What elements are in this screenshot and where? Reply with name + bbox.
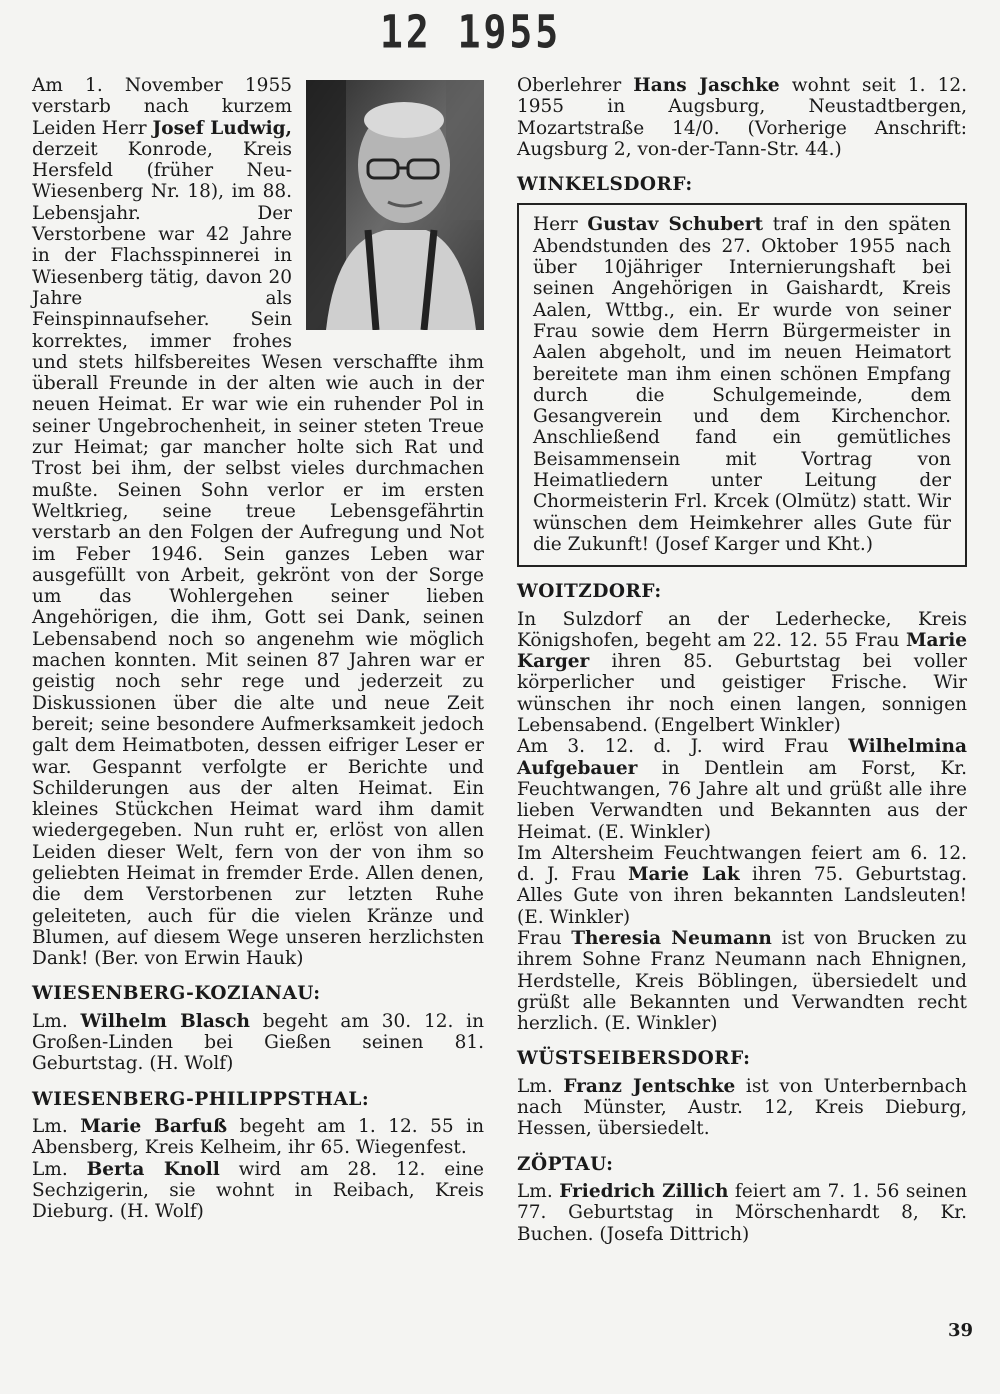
person-name: Theresia Neumann [571,927,772,949]
section-heading-woitzdorf: WOITZDORF: [517,581,662,603]
winkelsdorf-text: Herr Gustav Schubert traf in den späten Abendstunden des 27. Oktober 1955 nach über 10jähriger Internierungshaft bei seinen Angehörigen in Gaishardt, Kreis Aalen, Wttbg., ein. Er wurde von seiner Frau sowie dem Herrn Bürgermeister in Aalen abgeholt, und im neuen Heimatort bereitete man ihm einen schönen Empfang durch die Schulgemeinde, dem Gesangverein und dem Kirchenchor. Anschließend fand ein gemütliches Beisammensein mit Vortrag von Heimatliedern unter Leitung der Chormeisterin Frl. Krcek (Olmütz) statt. Wir wünschen dem Heimkehrer alles Gute für die Zukunft! (Josef Karger und Kht.) [533,214,951,555]
person-name: Gustav Schubert [587,214,764,236]
left-column [32,75,484,1222]
philippsthal-text-1: Lm. Marie Barfuß begeht am 1. 12. 55 in Abensberg, Kreis Kelheim, ihr 65. Wiegenfest. [32,1115,484,1159]
section-heading-winkelsdorf: WINKELSDORF: [517,174,693,196]
issue-stamp: 12 1955 [380,5,562,59]
obituary-text: Am 1. November 1955 verstarb nach kurzem Leiden Herr Josef Ludwig, derzeit Konrode, Kreis Hersfeld (früher Neu-Wiesenberg Nr. 18), im 88. Lebensjahr. Der Verstorbene war 42 Jahre in der Flachsspinnerei in Wiesenberg tätig, davon 20 Jahre als Feinspinnaufseher. Sein korrektes, immer frohes und stets hilfsbereites Wesen verschaffte ihm überall Freunde in der alten wie auch in der neuen Heimat. Er war wie ein ruhender Pol in seiner Ungebrochenheit, in seiner steten Treue zur Heimat; gar mancher holte sich Rat und Trost bei ihm, der selbst vieles durchmachen mußte. Seinen Sohn verlor er im ersten Weltkrieg, seine treue Lebensgefährtin verstarb an den Folgen der Aufregung und Not im Feber 1946. Sein ganzes Leben war ausgefüllt von Arbeit, gekrönt von der Sorge um das Wohlergehen seiner lieben Angehörigen, die ihm, Gott sei Dank, seinen Lebensabend noch so angenehm wie möglich machen konnten. Mit seinen 87 Jahren war er geistig noch sehr rege und jederzeit zu Diskussionen über die alte und neue Zeit bereit; seine besondere Aufmerksamkeit jedoch galt dem Heimatboten, dessen eifriger Leser er war. Gespannt verfolgte er Berichte und Schilderungen aus der alten Heimat. Ein kleines Stückchen Heimat ward ihm damit wiedergegeben. Nun ruht er, erlöst von allen Leiden dieser Welt, fern von der von ihm so geliebten Heimat in fremder Erde. Allen denen, die dem Verstorbenen zur letzten Ruhe geleiteten, auch für die vielen Kränze und Blumen, auf diesem Wege unseren herzlichsten Dank! (Ber. von Erwin Hauk) [32,75,484,970]
page-number: 39 [948,1320,974,1341]
woitzdorf-text-4: Frau Theresia Neumann ist von Brucken zu ihrem Sohne Franz Neumann nach Ehnignen, Herdstelle, Kreis Böblingen, übersiedelt und grüßt alle Bekannten und Verwandten recht herzlich. (E. Winkler) [517,927,967,1035]
person-name: Marie Lak [628,864,740,886]
person-name: Hans Jaschke [633,75,780,96]
person-name: Wilhelm Blasch [80,1010,250,1032]
person-name: Josef Ludwig, [152,117,292,139]
right-column [517,75,967,1245]
person-name: Marie Barfuß [80,1115,228,1137]
winkelsdorf-box [517,203,967,567]
person-name: Friedrich Zillich [559,1180,729,1202]
person-name: Berta Knoll [86,1158,220,1180]
section-heading-wuestseibersdorf: WÜSTSEIBERSDORF: [517,1048,751,1070]
woitzdorf-text-1: In Sulzdorf an der Lederhecke, Kreis Königshofen, begeht am 22. 12. 55 Frau Marie Karger ihren 85. Geburtstag bei voller körperlicher und geistiger Frische. Wir wünschen ihr noch einen langen, sonnigen Lebensabend. (Engelbert Winkler) [517,608,967,737]
zoeptau-text: Lm. Friedrich Zillich feiert am 7. 1. 56 seinen 77. Geburtstag in Mörschenhardt 8, Kr. Buchen. (Josefa Dittrich) [517,1180,967,1245]
wuestseibersdorf-text: Lm. Franz Jentschke ist von Unterbernbach nach Münster, Austr. 12, Kreis Dieburg, Hessen, übersiedelt. [517,1075,967,1140]
person-name: Marie Karger [517,629,967,673]
section-heading-philippsthal: WIESENBERG-PHILIPPSTHAL: [32,1088,370,1110]
kozianau-text: Lm. Wilhelm Blasch begeht am 30. 12. in Großen-Linden bei Gießen seinen 81. Geburtstag. (H. Wolf) [32,1010,484,1075]
portrait-photo [306,80,484,330]
portrait-image [306,80,484,330]
woitzdorf-text-2: Am 3. 12. d. J. wird Frau Wilhelmina Aufgebauer in Dentlein am Forst, Kr. Feuchtwangen, 76 Jahre alt und grüßt alle ihre lieben Verwandten und Bekannten aus der Heimat. (E. Winkler) [517,736,967,843]
jaschke-text: Oberlehrer Hans Jaschke wohnt seit 1. 12. 1955 in Augsburg, Neustadtbergen, Mozartstraße 14/0. (Vorherige Anschrift: Augsburg 2, von-der-Tann-Str. 44.) [517,75,967,160]
philippsthal-text-2: Lm. Berta Knoll wird am 28. 12. eine Sechzigerin, sie wohnt in Reibach, Kreis Dieburg. (H. Wolf) [32,1158,484,1223]
person-name: Franz Jentschke [563,1075,736,1097]
section-heading-kozianau: WIESENBERG-KOZIANAU: [32,983,321,1005]
person-name: Wilhelmina Aufgebauer [517,736,967,779]
section-heading-zoeptau: ZÖPTAU: [517,1153,614,1175]
woitzdorf-text-3: Im Altersheim Feuchtwangen feiert am 6. 12. d. J. Frau Marie Lak ihren 75. Geburtstag. Alles Gute von ihren bekannten Landsleuten! (E. Winkler) [517,842,967,928]
